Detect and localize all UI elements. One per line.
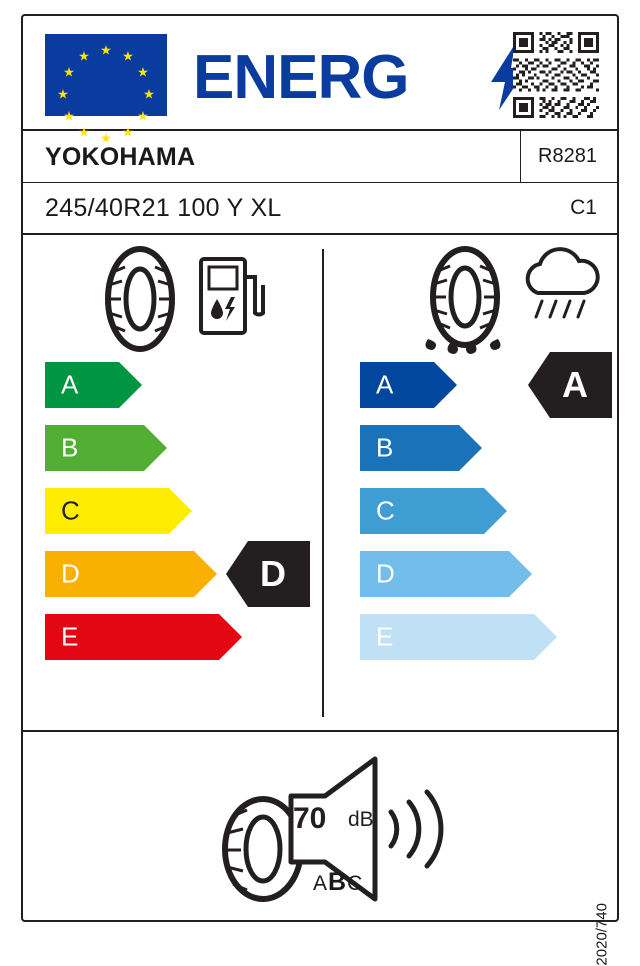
tyre-size: 245/40R21 100 Y XL (45, 194, 282, 222)
wet-grade-row-c (360, 488, 484, 534)
regulation-number: 2020/740 (594, 903, 611, 966)
wet-grade-letter: A (376, 369, 394, 400)
brand-row (23, 131, 617, 183)
brand-name: YOKOHAMA (45, 143, 196, 171)
label-header (23, 16, 617, 146)
noise-class-scale (313, 868, 363, 897)
wet-grade-letter: B (376, 432, 394, 463)
tyre-rain-cloud-icon (420, 247, 510, 355)
noise-unit: dB (348, 808, 374, 831)
wet-grade-letter: E (376, 621, 394, 652)
fuel-efficiency-panel (23, 235, 322, 730)
fuel-grade-letter: A (61, 369, 79, 400)
wet-grade-row-a (360, 362, 434, 408)
fuel-result-letter: D (260, 553, 286, 594)
fuel-grade-row-b (45, 425, 144, 471)
fuel-grade-letter: B (61, 432, 79, 463)
eu-stars: ★ ★ ★ ★ ★ ★ ★ ★ ★ ★ ★ ★ (57, 42, 155, 146)
wet-grip-panel (324, 235, 619, 730)
fuel-pump-icon (193, 251, 265, 337)
size-row (23, 183, 617, 235)
tyre-fuel-pump-icon (95, 247, 185, 352)
wet-grade-row-e (360, 614, 534, 660)
fuel-grade-letter: D (61, 558, 80, 589)
rain-cloud-icon (516, 249, 604, 325)
wet-result-letter: A (562, 364, 588, 405)
grades-section (23, 235, 617, 732)
fuel-grade-row-e (45, 614, 219, 660)
fuel-grade-row-a (45, 362, 119, 408)
tyre-class-code: C1 (570, 196, 597, 219)
wet-grade-letter: D (376, 558, 395, 589)
qr-code-icon (513, 32, 599, 118)
fuel-result-badge (226, 541, 310, 607)
wet-grade-letter: C (376, 495, 395, 526)
noise-class-c: C (347, 872, 364, 895)
noise-class-selected: B (328, 868, 348, 896)
wet-grade-row-d (360, 551, 509, 597)
divider (520, 131, 521, 182)
wet-result-badge (528, 352, 612, 418)
wet-grade-row-b (360, 425, 459, 471)
fuel-grade-letter: C (61, 495, 80, 526)
fuel-grade-letter: E (61, 621, 79, 652)
fuel-grade-row-d (45, 551, 194, 597)
page-title: ENERG (193, 43, 409, 112)
noise-class-a: A (313, 872, 329, 895)
noise-value: 70 (293, 802, 327, 835)
fuel-grade-row-c (45, 488, 169, 534)
tyre-energy-label (21, 14, 619, 966)
eu-flag-icon (45, 34, 167, 146)
noise-section (23, 732, 617, 966)
model-code: R8281 (538, 145, 597, 167)
